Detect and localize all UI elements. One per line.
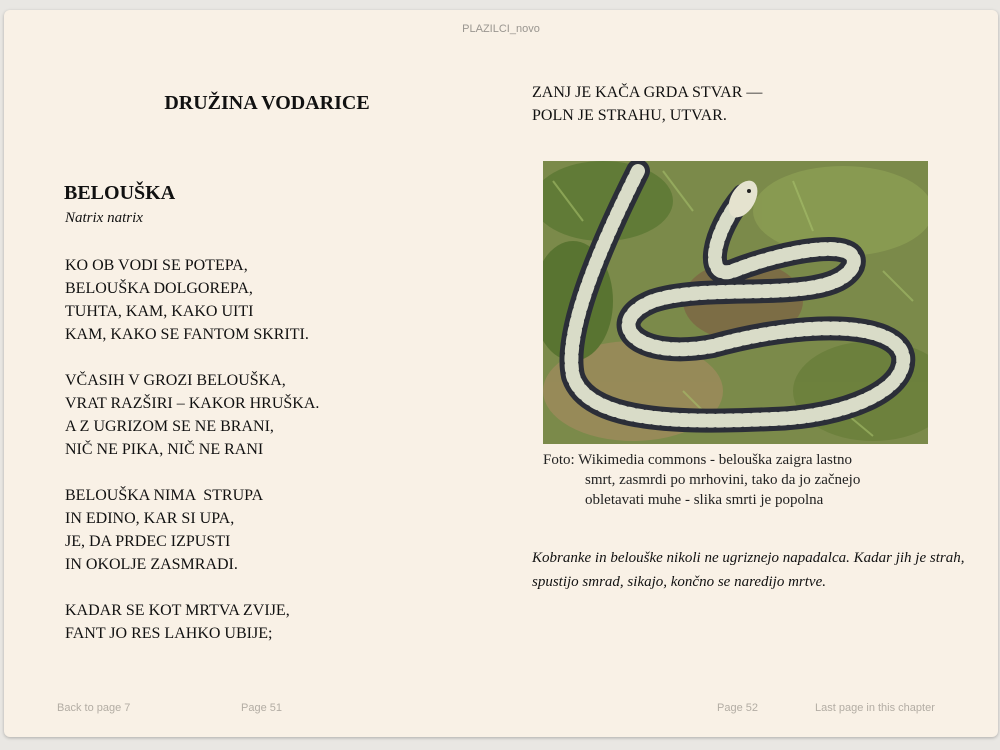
poem-line: ZANJ JE KAČA GRDA STVAR —	[532, 84, 763, 101]
poem-line: VČASIH V GROZI BELOUŠKA,	[65, 372, 286, 389]
poem-stanza-2	[65, 369, 319, 461]
window-title: PLAZILCI_novo	[462, 23, 540, 35]
poem-line: FANT JO RES LAHKO UBIJE;	[65, 625, 273, 642]
caption-line: Foto: Wikimedia commons - belouška zaigra lastno	[543, 452, 853, 468]
poem-line: BELOUŠKA DOLGOREPA,	[65, 280, 253, 297]
right-page-number: Page 52	[717, 702, 758, 714]
poem-stanza-1	[65, 254, 309, 346]
poem-line: KO OB VODI SE POTEPA,	[65, 257, 248, 274]
poem-line: A Z UGRIZOM SE NE BRANI,	[65, 418, 274, 435]
poem-stanza-3	[65, 484, 263, 576]
species-name: BELOUŠKA	[64, 182, 176, 204]
italic-note: Kobranke in belouške nikoli ne ugriznejo napadalca. Kadar jih je strah, spustijo smrad, sikajo, končno se naredijo mrtve.	[532, 550, 965, 590]
poem-line: JE, DA PRDEC IZPUSTI	[65, 533, 231, 550]
left-page-number: Page 51	[241, 702, 282, 714]
poem-line: KAM, KAKO SE FANTOM SKRITI.	[65, 326, 309, 343]
chapter-title: DRUŽINA VODARICE	[164, 92, 370, 114]
caption-line: obletavati muhe - slika smrti je popolna	[585, 492, 824, 508]
left-page	[4, 10, 501, 737]
poem-stanza-4	[65, 599, 290, 645]
poem-line: TUHTA, KAM, KAKO UITI	[65, 303, 254, 320]
last-page-link[interactable]: Last page in this chapter	[815, 702, 935, 714]
poem-stanza-5	[532, 81, 762, 127]
caption-line: smrt, zasmrdi po mrhovini, tako da jo začnejo	[585, 472, 861, 488]
poem-line: POLN JE STRAHU, UTVAR.	[532, 107, 727, 124]
snake-illustration	[543, 161, 928, 444]
poem-line: IN EDINO, KAR SI UPA,	[65, 510, 235, 527]
species-latin-name: Natrix natrix	[65, 210, 143, 226]
photo-caption	[543, 450, 943, 510]
snake-photo	[543, 161, 928, 444]
poem-line: KADAR SE KOT MRTVA ZVIJE,	[65, 602, 290, 619]
poem-line: IN OKOLJE ZASMRADI.	[65, 556, 238, 573]
right-page	[501, 10, 998, 737]
poem-line: VRAT RAZŠIRI – KAKOR HRUŠKA.	[65, 395, 320, 412]
back-to-page-link[interactable]: Back to page 7	[57, 702, 131, 714]
book-window	[4, 10, 998, 737]
poem-line: BELOUŠKA NIMA STRUPA	[65, 487, 264, 504]
poem-line: NIČ NE PIKA, NIČ NE RANI	[65, 441, 264, 458]
